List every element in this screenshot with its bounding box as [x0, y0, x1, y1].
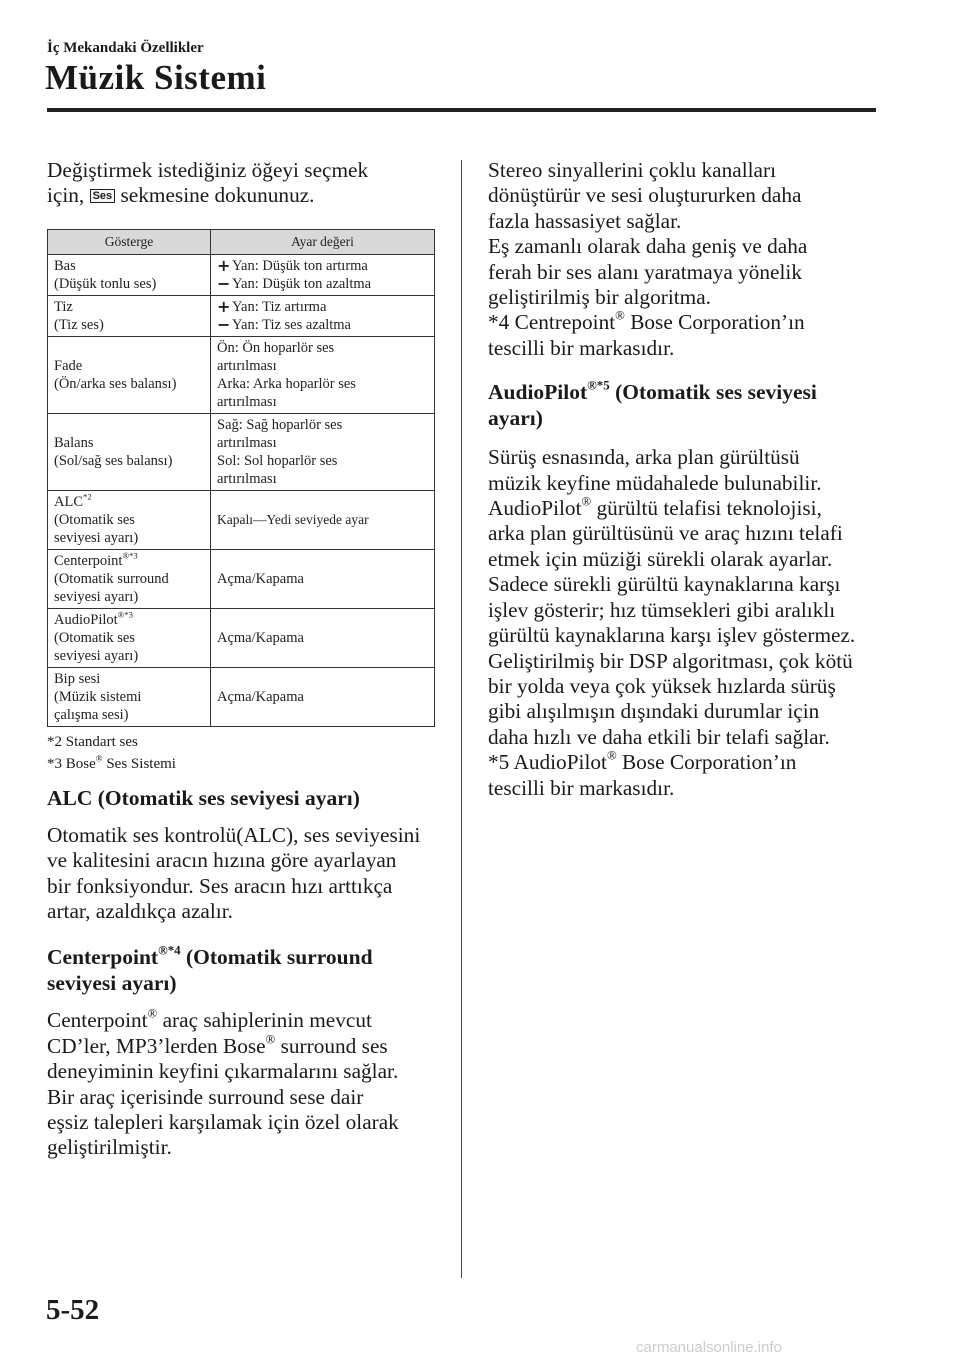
row-value: + Yan: Tiz artırma − Yan: Tiz ses azaltma [211, 295, 435, 336]
intro-text-a: için, [47, 183, 85, 208]
minus-icon: − [217, 273, 231, 293]
left-column [47, 158, 435, 1161]
page-number: 5-52 [46, 1294, 100, 1326]
table-row [48, 490, 435, 549]
row-label: Bas (Düşük tonlu ses) [48, 254, 211, 295]
watermark: carmanualsonline.info [636, 1339, 782, 1356]
row-label: Balans (Sol/sağ ses balansı) [48, 413, 211, 490]
col-header-value: Ayar değeri [211, 229, 435, 254]
row-value: Açma/Kapama [211, 667, 435, 726]
intro-text-b: sekmesine dokununuz. [120, 183, 315, 208]
ses-tab-icon: Ses [90, 189, 116, 203]
table-row [48, 254, 435, 295]
intro-line-2 [47, 183, 435, 208]
row-label: Tiz (Tiz ses) [48, 295, 211, 336]
table-row [48, 667, 435, 726]
plus-icon: + [217, 255, 231, 275]
title-rule [47, 108, 876, 112]
row-label: AudioPilot$^{®*3}$ (Otomatik ses seviyesi ayarı) [48, 608, 211, 667]
row-value: Açma/Kapama [211, 549, 435, 608]
section-label: İç Mekandaki Özellikler [47, 40, 204, 56]
centerpoint-continued: Stereo sinyallerini çoklu kanalları dönüştürür ve sesi oluştururken daha fazla hassasiyet sağlar. Eş zamanlı olarak daha geniş ve daha ferah bir ses alanı yaratmaya yönelik geliştirilmiş bir algoritma. *4 Centrepoint® Bose Corporation’ın tescilli bir markasıdır. [488, 158, 808, 360]
alc-body: Otomatik ses kontrolü(ALC), ses seviyesini ve kalitesini aracın hızına göre ayarlayan bir fonksiyondur. Ses aracın hızı arttıkça artar, azaldıkça azalır. [47, 822, 421, 924]
table-row [48, 608, 435, 667]
table-header-row [48, 229, 435, 254]
row-value: Sağ: Sağ hoparlör ses artırılması Sol: Sol hoparlör ses artırılması [211, 413, 435, 490]
table-row [48, 295, 435, 336]
centerpoint-body: Centerpoint® araç sahiplerinin mevcut CD’ler, MP3’lerden Bose® surround ses deneyiminin keyfini çıkarmalarını sağlar. Bir araç içerisinde surround sese dair eşsiz talepleri karşılamak için özel olarak geliştirilmiştir. [47, 1006, 399, 1160]
row-value: Açma/Kapama [211, 608, 435, 667]
table-row [48, 336, 435, 413]
row-value: Kapalı—Yedi seviyede ayar [211, 490, 435, 549]
row-label: Bip sesi (Müzik sistemi çalışma sesi) [48, 667, 211, 726]
footnote-2: *2 Standart ses [47, 733, 138, 750]
row-label: Centerpoint$^{®*3}$ (Otomatik surround seviyesi ayarı) [48, 549, 211, 608]
minus-icon: − [217, 314, 231, 334]
row-label: ALC$^{*2}$ (Otomatik ses seviyesi ayarı) [48, 490, 211, 549]
plus-icon: + [217, 296, 231, 316]
audiopilot-body: Sürüş esnasında, arka plan gürültüsü müzik keyfine müdahalede bulunabilir. AudioPilot® gürültü telafisi teknolojisi, arka plan gürültüsünü ve araç hızını telafi etmek için müziği sürekli olarak ayarlar. Sadece sürekli gürültü kaynaklarına karşı işlev gösterir; hız tümsekleri gibi aralıklı gürültü kaynaklarına karşı işlev göstermez. Geliştirilmiş bir DSP algoritması, çok kötü bir yolda veya çok yüksek hızlarda sürüş gibi alışılmışın dışındaki durumlar için daha hızlı ve daha etkili bir telafi sağlar. *5 AudioPilot® Bose Corporation’ın tescilli bir markasıdır. [488, 445, 856, 800]
table-footnotes [47, 731, 435, 775]
row-value: + Yan: Düşük ton artırma − Yan: Düşük ton azaltma [211, 254, 435, 295]
audiopilot-heading: AudioPilot$^{®*5}$ (Otomatik ses seviyesi ayarı) [488, 378, 817, 431]
intro-line-1: Değiştirmek istediğiniz öğeyi seçmek [47, 158, 369, 182]
settings-table [47, 229, 435, 727]
table-row [48, 413, 435, 490]
table-row [48, 549, 435, 608]
centerpoint-heading: Centerpoint$^{®*4}$ (Otomatik surround seviyesi ayarı) [47, 943, 373, 996]
page-title: Müzik Sistemi [45, 58, 267, 97]
footnote-3: *3 Bose® Ses Sistemi [47, 753, 176, 772]
row-value: Ön: Ön hoparlör ses artırılması Arka: Arka hoparlör ses artırılması [211, 336, 435, 413]
right-column [488, 158, 888, 801]
alc-heading: ALC (Otomatik ses seviyesi ayarı) [47, 785, 360, 810]
col-header-indicator: Gösterge [48, 229, 211, 254]
column-divider [461, 160, 462, 1278]
row-label: Fade (Ön/arka ses balansı) [48, 336, 211, 413]
